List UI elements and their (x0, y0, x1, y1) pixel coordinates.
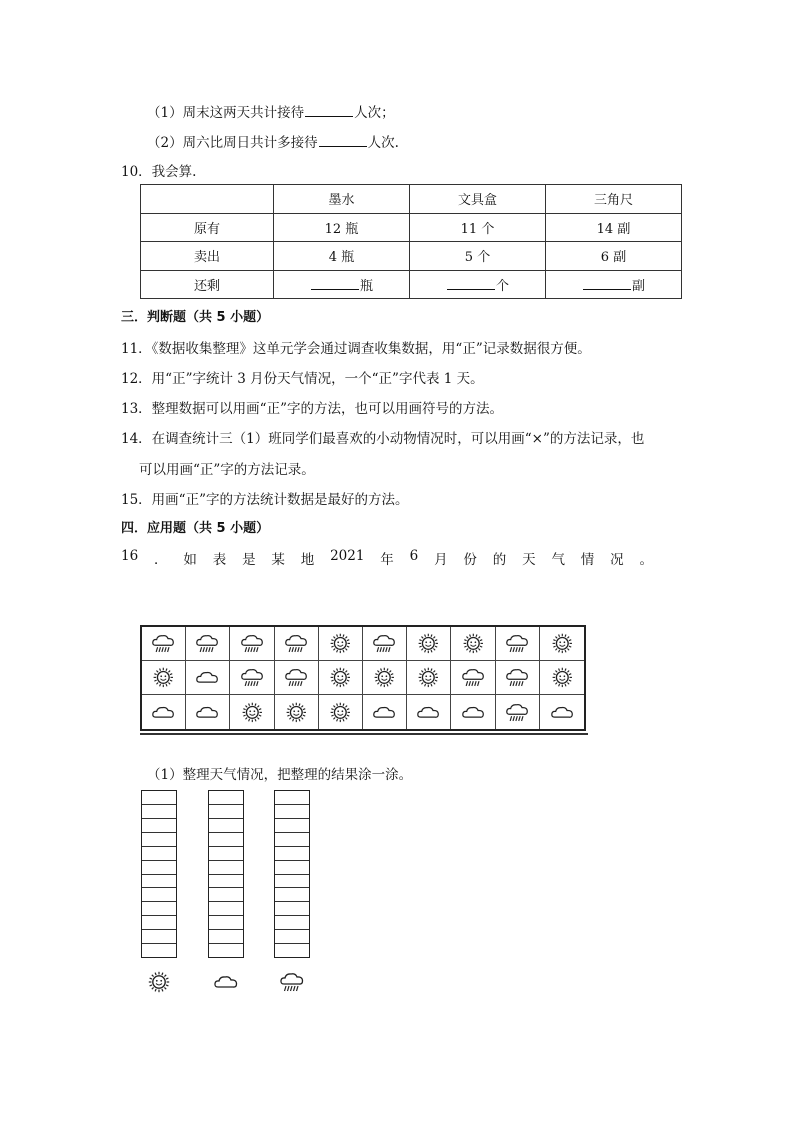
q16-token: 是 (242, 552, 256, 568)
weather-cell (407, 661, 451, 695)
weather-cell (319, 661, 363, 695)
q14-line2: 可以用画“正”字的方法记录。 (139, 462, 315, 478)
tally-box[interactable] (142, 847, 176, 861)
q10-table (140, 184, 682, 299)
q9-sub2-text: （2）周六比周日共计多接待 (147, 135, 318, 151)
tally-box[interactable] (275, 902, 309, 916)
column-legend (141, 970, 177, 994)
rain-icon (371, 632, 398, 655)
tally-column-sun (141, 790, 177, 958)
tally-box[interactable] (209, 902, 243, 916)
weather-cell (275, 695, 319, 729)
q16-token: 年 (380, 552, 394, 568)
section4-heading: 四．应用题（共 5 小题） (121, 521, 270, 536)
weather-cell (496, 661, 540, 695)
weather-cell (230, 627, 274, 661)
weather-cell (142, 661, 186, 695)
sun-icon (145, 970, 173, 994)
tally-column-cloud (208, 790, 244, 958)
table-row (141, 242, 682, 271)
weather-cell (186, 627, 230, 661)
cloud-icon (549, 701, 576, 724)
q16-token: 2021 (330, 548, 365, 564)
table-header-cell: 三角尺 (546, 185, 682, 214)
q13: 13．整理数据可以用画“正”字的方法，也可以用画符号的方法。 (121, 401, 503, 417)
table-header-cell (141, 185, 274, 214)
tally-box[interactable] (275, 819, 309, 833)
cloud-icon (150, 701, 177, 724)
sun-icon (415, 632, 442, 655)
q16-token: 16 (121, 548, 139, 564)
q14-line1: 14．在调查统计三（1）班同学们最喜欢的小动物情况时，可以用画“×”的方法记录，也 (121, 431, 645, 447)
table-header-cell: 文具盒 (410, 185, 546, 214)
cloud-icon (460, 701, 487, 724)
table-header-cell: 墨水 (274, 185, 410, 214)
weather-cell (319, 695, 363, 729)
weather-cell (496, 695, 540, 729)
q16-token: 某 (271, 552, 285, 568)
tally-box[interactable] (275, 875, 309, 889)
q16-token: 月 (434, 552, 448, 568)
unit-label: 副 (631, 278, 645, 294)
sun-icon (415, 666, 442, 689)
table-row (141, 270, 682, 299)
answer-cell[interactable] (410, 270, 546, 299)
sun-icon (283, 701, 310, 724)
rain-icon (504, 632, 531, 655)
table-underline (140, 733, 588, 735)
q16-token: 份 (463, 552, 477, 568)
table-row (141, 213, 682, 242)
sun-icon (549, 632, 576, 655)
rain-icon (283, 632, 310, 655)
weather-cell (186, 695, 230, 729)
answer-blank[interactable] (447, 277, 495, 290)
tally-box[interactable] (209, 805, 243, 819)
column-legend (208, 970, 244, 994)
sun-icon (327, 632, 354, 655)
table-cell: 6 副 (546, 242, 682, 271)
tally-box[interactable] (209, 833, 243, 847)
weather-cell (496, 627, 540, 661)
row-label: 还剩 (141, 270, 274, 299)
tally-box[interactable] (209, 819, 243, 833)
weather-cell (186, 661, 230, 695)
cloud-icon (415, 701, 442, 724)
tally-column-rain (274, 790, 310, 958)
unit-label: 个 (495, 278, 509, 294)
q16-token: 天 (522, 552, 536, 568)
q16-sub1: （1）整理天气情况，把整理的结果涂一涂。 (147, 767, 413, 783)
sun-icon (549, 666, 576, 689)
q16-token: 的 (492, 552, 507, 568)
tally-box[interactable] (142, 875, 176, 889)
table-cell: 14 副 (546, 213, 682, 242)
section3-heading: 三．判断题（共 5 小题） (121, 310, 270, 325)
weather-cell (540, 661, 584, 695)
tally-box[interactable] (142, 930, 176, 944)
q9-sub1-text: （1）周末这两天共计接待 (147, 105, 305, 121)
tally-box[interactable] (142, 805, 176, 819)
q9-sub1-suffix: 人次； (354, 105, 395, 121)
tally-box[interactable] (209, 944, 243, 957)
rain-icon (504, 666, 531, 689)
tally-box[interactable] (209, 791, 243, 805)
tally-box[interactable] (209, 847, 243, 861)
tally-box[interactable] (275, 944, 309, 957)
tally-box[interactable] (275, 791, 309, 805)
tally-box[interactable] (142, 791, 176, 805)
q9-sub1 (147, 101, 395, 121)
tally-box[interactable] (275, 805, 309, 819)
q9-sub2 (147, 131, 399, 151)
q15: 15．用画“正”字的方法统计数据是最好的方法。 (121, 492, 409, 508)
tally-box[interactable] (142, 819, 176, 833)
q16-token: ． (154, 552, 168, 568)
weather-cell (363, 695, 407, 729)
tally-box[interactable] (142, 902, 176, 916)
tally-box[interactable] (209, 875, 243, 889)
weather-cell (230, 661, 274, 695)
tally-box[interactable] (275, 888, 309, 902)
tally-box[interactable] (209, 930, 243, 944)
rain-icon (150, 632, 177, 655)
q16-token: 况 (610, 552, 624, 568)
weather-cell (451, 627, 495, 661)
weather-cell (451, 695, 495, 729)
tally-box[interactable] (142, 861, 176, 875)
tally-box[interactable] (209, 916, 243, 930)
tally-box[interactable] (142, 944, 176, 957)
rain-icon (283, 666, 310, 689)
weather-cell (319, 627, 363, 661)
answer-blank[interactable] (305, 104, 353, 117)
sun-icon (460, 632, 487, 655)
weather-cell (275, 627, 319, 661)
unit-label: 瓶 (359, 278, 373, 294)
weather-cell (363, 661, 407, 695)
sun-icon (327, 701, 354, 724)
weather-cell (407, 627, 451, 661)
rain-icon (504, 701, 531, 724)
weather-cell (275, 661, 319, 695)
q16-token: 如 (183, 552, 197, 568)
tally-box[interactable] (209, 861, 243, 875)
q16-token: 6 (409, 548, 419, 564)
q11: 11．《数据收集整理》这单元学会通过调查收集数据，用“正”记录数据很方便。 (121, 341, 591, 357)
cloud-icon (194, 701, 221, 724)
q16-token: 地 (300, 552, 315, 568)
rain-icon (278, 970, 306, 994)
q16-token: 情 (580, 552, 595, 568)
answer-blank[interactable] (583, 277, 631, 290)
sun-icon (327, 666, 354, 689)
rain-icon (460, 666, 487, 689)
row-label: 原有 (141, 213, 274, 242)
q16-line (121, 548, 653, 568)
answer-blank[interactable] (319, 134, 367, 147)
column-legend (274, 970, 310, 994)
cloud-icon (194, 666, 221, 689)
tally-box[interactable] (209, 888, 243, 902)
tally-box[interactable] (275, 916, 309, 930)
q16-token: 气 (551, 552, 565, 568)
cloud-icon (371, 701, 398, 724)
answer-cell[interactable] (546, 270, 682, 299)
answer-cell[interactable] (274, 270, 410, 299)
weather-cell (540, 695, 584, 729)
weather-cell (142, 695, 186, 729)
q16-token: 。 (639, 552, 653, 568)
row-label: 卖出 (141, 242, 274, 271)
table-header-row (141, 185, 682, 214)
q12: 12．用“正”字统计 3 月份天气情况，一个“正”字代表 1 天。 (121, 371, 484, 387)
table-cell: 11 个 (410, 213, 546, 242)
rain-icon (239, 666, 266, 689)
answer-blank[interactable] (311, 277, 359, 290)
tally-box[interactable] (275, 847, 309, 861)
weather-cell (142, 627, 186, 661)
tally-box[interactable] (142, 888, 176, 902)
sun-icon (239, 701, 266, 724)
table-cell: 5 个 (410, 242, 546, 271)
weather-cell (451, 661, 495, 695)
tally-box[interactable] (275, 861, 309, 875)
weather-table (140, 625, 586, 731)
tally-box[interactable] (142, 833, 176, 847)
cloud-icon (212, 970, 240, 994)
tally-box[interactable] (275, 833, 309, 847)
weather-cell (363, 627, 407, 661)
q10-title: 10．我会算. (121, 164, 197, 180)
weather-cell (407, 695, 451, 729)
q16-token: 表 (212, 552, 227, 568)
rain-icon (239, 632, 266, 655)
sun-icon (371, 666, 398, 689)
tally-box[interactable] (142, 916, 176, 930)
rain-icon (194, 632, 221, 655)
table-cell: 12 瓶 (274, 213, 410, 242)
sun-icon (150, 666, 177, 689)
tally-box[interactable] (275, 930, 309, 944)
weather-cell (540, 627, 584, 661)
table-cell: 4 瓶 (274, 242, 410, 271)
weather-cell (230, 695, 274, 729)
q9-sub2-suffix: 人次. (367, 135, 399, 151)
